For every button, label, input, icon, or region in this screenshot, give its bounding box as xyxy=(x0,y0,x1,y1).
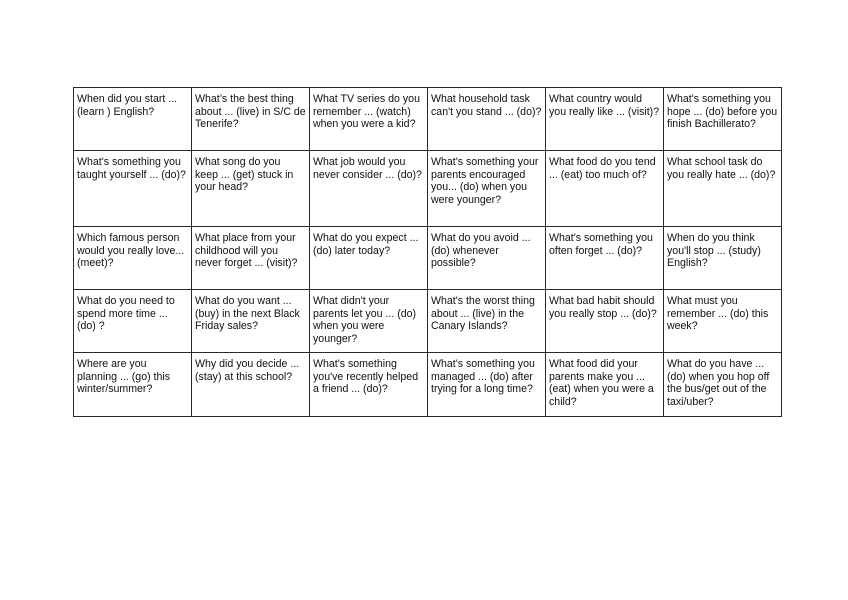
question-cell: What school task do you really hate ... (do)? xyxy=(664,151,782,227)
question-cell: What job would you never consider ... (do)? xyxy=(310,151,428,227)
question-cell: What didn't your parents let you ... (do) when you were younger? xyxy=(310,290,428,353)
question-cell: What song do you keep ... (get) stuck in your head? xyxy=(192,151,310,227)
question-cell: What bad habit should you really stop ... (do)? xyxy=(546,290,664,353)
question-cell: Where are you planning ... (go) this winter/summer? xyxy=(74,353,192,417)
question-cell: When do you think you'll stop ... (study) English? xyxy=(664,227,782,290)
question-cell: What household task can't you stand ... (do)? xyxy=(428,88,546,151)
question-cell: What’s the best thing about ... (live) in S/C de Tenerife? xyxy=(192,88,310,151)
question-cell: Why did you decide ... (stay) at this school? xyxy=(192,353,310,417)
question-cell: What do you need to spend more time ... (do) ? xyxy=(74,290,192,353)
question-cell: What do you expect ... (do) later today? xyxy=(310,227,428,290)
question-cell: What country would you really like ... (visit)? xyxy=(546,88,664,151)
question-cell: What's something you often forget ... (do)? xyxy=(546,227,664,290)
question-cell: What do you have ... (do) when you hop off the bus/get out of the taxi/uber? xyxy=(664,353,782,417)
question-cell: What's something you hope ... (do) before you finish Bachillerato? xyxy=(664,88,782,151)
grid-row xyxy=(74,88,782,151)
question-cell: When did you start ... (learn ) English? xyxy=(74,88,192,151)
grid-row xyxy=(74,227,782,290)
question-cell: What place from your childhood will you never forget ... (visit)? xyxy=(192,227,310,290)
grid-row xyxy=(74,290,782,353)
grid-row xyxy=(74,151,782,227)
question-cell: What's something you've recently helped a friend ... (do)? xyxy=(310,353,428,417)
question-cell: What's something you managed ... (do) after trying for a long time? xyxy=(428,353,546,417)
question-grid xyxy=(73,87,782,417)
question-cell: What food do you tend ... (eat) too much of? xyxy=(546,151,664,227)
question-cell: Which famous person would you really love... (meet)? xyxy=(74,227,192,290)
question-cell: What's something your parents encouraged you... (do) when you were younger? xyxy=(428,151,546,227)
question-cell: What food did your parents make you ... (eat) when you were a child? xyxy=(546,353,664,417)
question-cell: What do you want ... (buy) in the next Black Friday sales? xyxy=(192,290,310,353)
grid-row xyxy=(74,353,782,417)
question-cell: What's the worst thing about ... (live) in the Canary Islands? xyxy=(428,290,546,353)
question-cell: What TV series do you remember ... (watch) when you were a kid? xyxy=(310,88,428,151)
question-cell: What's something you taught yourself ... (do)? xyxy=(74,151,192,227)
question-cell: What must you remember ... (do) this week? xyxy=(664,290,782,353)
question-cell: What do you avoid ... (do) whenever possible? xyxy=(428,227,546,290)
